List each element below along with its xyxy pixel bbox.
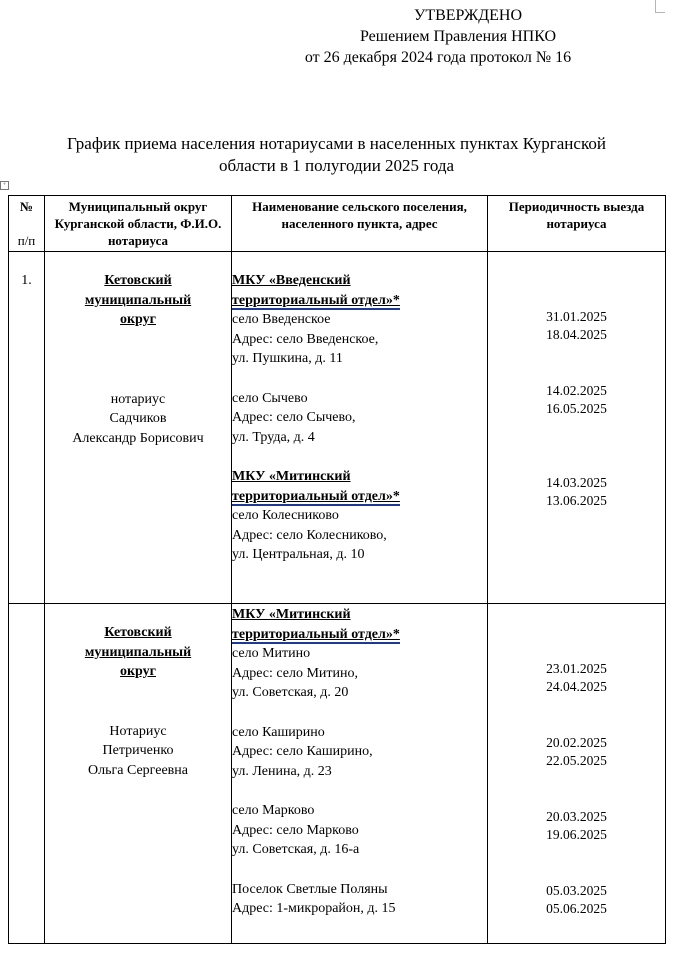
protocol-date-line: от 26 декабря 2024 года протокол № 16 [304,49,572,66]
visit-dates: 20.02.2025 22.05.2025 [546,735,607,768]
settlement-entry: МКУ «Митинский территориальный отдел»* село Колесниково Адрес: село Колесниково, ул. Центральная, д. 10 [232,467,487,565]
header-municipality: Муниципальный округ Курганской области, Ф.И.О. нотариуса [45,196,232,252]
municipality-cell [45,252,232,604]
visit-dates: 05.03.2025 05.06.2025 [546,883,607,916]
row-number: 1. [21,273,32,288]
document-title [0,133,673,177]
territorial-department: МКУ «Митинский территориальный отдел»* [232,607,400,642]
table-row [9,604,666,944]
table-move-handle-icon[interactable]: + [0,181,9,190]
notary-name: нотариус Садчиков Александр Борисович [72,391,204,446]
title-line-1: График приема населения нотариусами в населенных пунктах Курганской [67,134,606,153]
header-number-symbol: № [19,199,34,214]
row-number-cell [9,604,45,944]
settlement-entry: село Сычево Адрес: село Сычево, ул. Труда, д. 4 [232,390,356,445]
settlement-entry: МКУ «Введенский территориальный отдел»* село Введенское Адрес: село Введенское, ул. Пушкина, д. 11 [232,252,487,369]
visit-dates: 23.01.2025 24.04.2025 [546,661,607,694]
settlement-entry: село Марково Адрес: село Марково ул. Советская, д. 16-а [232,803,360,857]
header-settlement: Наименование сельского поселения, населенного пункта, адрес [232,196,488,252]
header-frequency: Периодичность выезда нотариуса [488,196,666,252]
header-number-pp: п/п [17,233,36,248]
settlement-entry: МКУ «Митинский территориальный отдел»* село Митино Адрес: село Митино, ул. Советская, д. 20 [232,604,487,703]
frequency-cell [488,604,666,944]
row-number [9,604,44,623]
title-line-2: области в 1 полугодии 2025 года [218,156,455,175]
settlement-cell [232,252,488,604]
municipality-name: Кетовский муниципальный округ [84,625,192,679]
territorial-department: МКУ «Введенский территориальный отдел»* [232,273,400,308]
municipality-cell [45,604,232,944]
visit-dates: 20.03.2025 19.06.2025 [546,809,607,842]
notary-name: Нотариус Петриченко Ольга Сергеевна [88,723,188,778]
table-header-row [9,196,666,252]
settlement-entry: село Каширино Адрес: село Каширино, ул. Ленина, д. 23 [232,724,373,779]
settlement-cell [232,604,488,944]
row-number-cell [9,252,45,604]
approval-stamp [293,5,623,68]
visit-dates: 31.01.2025 18.04.2025 [546,309,607,342]
page-corner-mark [655,0,665,13]
frequency-cell [488,252,666,604]
schedule-table [8,195,666,944]
settlement-entry: Поселок Светлые Поляны Адрес: 1-микрорайон, д. 15 [232,881,396,916]
visit-dates: 14.02.2025 16.05.2025 [546,383,607,416]
municipality-name: Кетовский муниципальный округ [84,273,192,327]
table-row [9,252,666,604]
board-decision-line: Решением Правления НПКО [359,28,557,45]
territorial-department: МКУ «Митинский территориальный отдел»* [232,469,400,504]
header-number [9,196,45,252]
approved-line: УТВЕРЖДЕНО [413,7,522,24]
visit-dates: 14.03.2025 13.06.2025 [546,475,607,508]
